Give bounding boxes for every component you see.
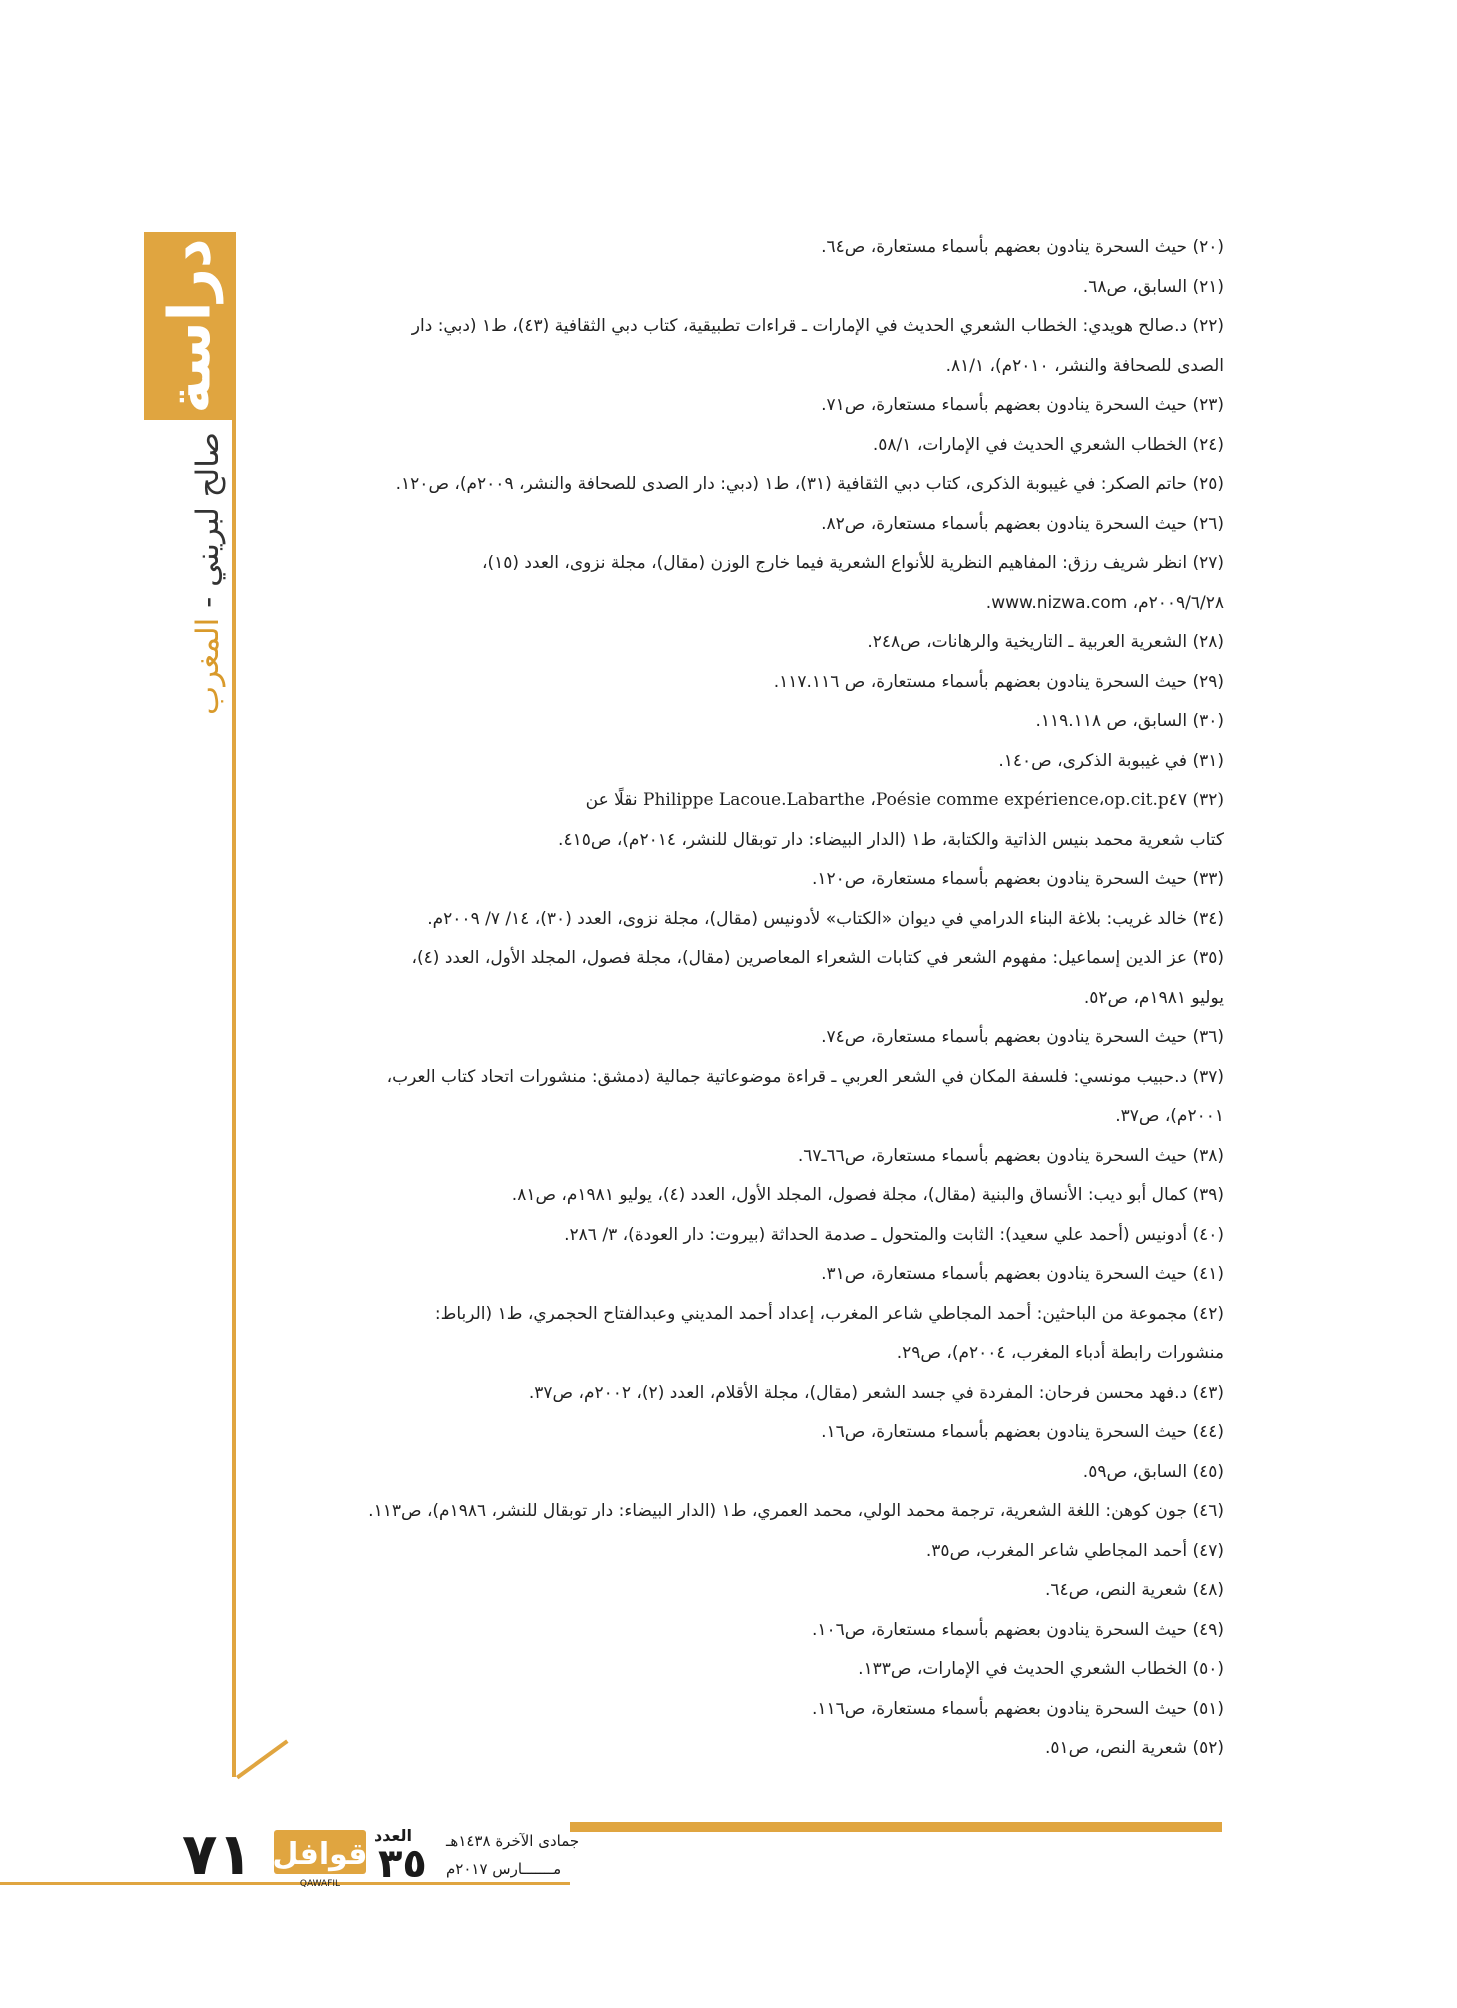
endnote-line: (٣٧) د.حبيب مونسي: فلسفة المكان في الشعر العربي ـ قراءة موضوعاتية جمالية (دمشق: منشورات اتحاد كتاب العرب،: [386, 1066, 1224, 1087]
endnote-line: (٣٠) السابق، ص ١١٩.١١٨.: [1035, 711, 1224, 731]
section-tab: [144, 232, 236, 420]
endnote-line: (٢٣) حيث السحرة ينادون بعضهم بأسماء مستعارة، ص٧١.: [821, 395, 1224, 415]
endnote-line: الصدى للصحافة والنشر، ٢٠١٠م)، ٨١/١.: [945, 355, 1224, 376]
endnote-line: (٣٢) Philippe Lacoue.Labarthe ،Poésie comme expérience،op.cit.p٤٧ نقلًا عن: [585, 790, 1224, 810]
endnote-line: (٢٠) حيث السحرة ينادون بعضهم بأسماء مستعارة، ص٦٤.: [821, 237, 1224, 257]
endnote-line: (٥١) حيث السحرة ينادون بعضهم بأسماء مستعارة، ص١١٦.: [811, 1698, 1224, 1719]
issue-date-gregorian: مـــــــارس ٢٠١٧م: [446, 1860, 562, 1878]
endnote-line: (٢٧) انظر شريف رزق: المفاهيم النظرية للأنواع الشعرية فيما خارج الوزن (مقال)، مجلة نزوى، العدد (١٥)،: [481, 553, 1224, 573]
endnote-line: (٣٥) عز الدين إسماعيل: مفهوم الشعر في كتابات الشعراء المعاصرين (مقال)، مجلة فصول، المجلد الأول، العدد (٤)،: [411, 948, 1224, 968]
section-title: دراسة: [156, 238, 224, 414]
page-number: ٧١: [182, 1820, 253, 1888]
endnote-line: (٤١) حيث السحرة ينادون بعضهم بأسماء مستعارة، ص٣١.: [821, 1264, 1224, 1284]
endnote-line: (٣٤) خالد غريب: بلاغة البناء الدرامي في ديوان «الكتاب» لأدونيس (مقال)، مجلة نزوى، العدد (٣٠)، ١٤/ ٧/ ٢٠٠٩م.: [427, 908, 1224, 929]
issue-number: ٣٥: [378, 1841, 427, 1887]
endnote-line: (٣٩) كمال أبو ديب: الأنساق والبنية (مقال)، مجلة فصول، المجلد الأول، العدد (٤)، يوليو ١٩٨١م، ص٨١.: [511, 1185, 1224, 1205]
side-rule: [232, 232, 236, 1777]
endnote-line: (٤٢) مجموعة من الباحثين: أحمد المجاطي شاعر المغرب، إعداد أحمد المديني وعبدالفتاح الحجمري، ط١ (الرباط:: [434, 1303, 1224, 1324]
endnote-line: (٤٤) حيث السحرة ينادون بعضهم بأسماء مستعارة، ص١٦.: [821, 1422, 1224, 1442]
logo-latin: QAWAFIL: [299, 1879, 341, 1889]
endnote-line: (٤٠) أدونيس (أحمد علي سعيد): الثابت والمتحول ـ صدمة الحداثة (بيروت: دار العودة)، ٣/ ٢٨٦.: [564, 1224, 1224, 1245]
endnote-line: (٣٣) حيث السحرة ينادون بعضهم بأسماء مستعارة، ص١٢٠.: [811, 869, 1224, 889]
endnote-line: (٤٥) السابق، ص٥٩.: [1082, 1461, 1224, 1482]
endnote-line: يوليو ١٩٨١م، ص٥٢.: [1083, 987, 1224, 1008]
endnote-line: (٢٦) حيث السحرة ينادون بعضهم بأسماء مستعارة، ص٨٢.: [821, 513, 1224, 534]
author-country: المغرب: [190, 617, 226, 715]
endnote-line: (٣٦) حيث السحرة ينادون بعضهم بأسماء مستعارة، ص٧٤.: [821, 1027, 1224, 1047]
issue-label: العدد: [374, 1826, 412, 1845]
endnote-line: (٣١) في غيبوبة الذكرى، ص١٤٠.: [998, 750, 1224, 771]
author-separator: -: [190, 596, 226, 608]
endnote-line: (٢٢) د.صالح هويدي: الخطاب الشعري الحديث في الإمارات ـ قراءات تطبيقية، كتاب دبي الثقافية (٤٣)، ط١ (دبي: دار: [411, 316, 1224, 336]
endnote-line: (٢٤) الخطاب الشعري الحديث في الإمارات، ٥٨/١.: [872, 434, 1224, 455]
endnote-line: (٤٦) جون كوهن: اللغة الشعرية، ترجمة محمد الولي، محمد العمري، ط١ (الدار البيضاء: دار توبقال للنشر، ١٩٨٦م)، ص١١٣.: [368, 1501, 1224, 1521]
endnote-line: ٢٠٠٩/٦/٢٨م، www.nizwa.com.: [985, 592, 1224, 613]
author-name: صالح لبريني: [190, 432, 226, 587]
endnote-line: (٤٧) أحمد المجاطي شاعر المغرب، ص٣٥.: [925, 1540, 1224, 1561]
endnote-line: (٢٥) حاتم الصكر: في غيبوبة الذكرى، كتاب دبي الثقافية (٣١)، ط١ (دبي: دار الصدى للصحافة والنشر، ٢٠٠٩م)، ص١٢٠.: [395, 474, 1224, 494]
endnote-line: كتاب شعرية محمد بنيس الذاتية والكتابة، ط١ (الدار البيضاء: دار توبقال للنشر، ٢٠١٤م)، ص٤١٥.: [558, 829, 1224, 850]
issue-date-hijri: جمادى الآخرة ١٤٣٨هـ: [446, 1832, 580, 1850]
endnote-line: (٤٨) شعرية النص، ص٦٤.: [1045, 1580, 1224, 1600]
endnote-line: منشورات رابطة أدباء المغرب، ٢٠٠٤م)، ص٢٩.: [896, 1343, 1224, 1363]
magazine-logo: [270, 1826, 370, 1890]
footer-accent-bar: [570, 1822, 1222, 1832]
endnote-line: (٤٣) د.فهد محسن فرحان: المفردة في جسد الشعر (مقال)، مجلة الأقلام، العدد (٢)، ٢٠٠٢م، ص٣٧.: [528, 1382, 1224, 1403]
endnote-line: ٢٠٠١م)، ص٣٧.: [1115, 1106, 1224, 1126]
endnotes-list: [312, 228, 1224, 1769]
endnote-line: (٢٩) حيث السحرة ينادون بعضهم بأسماء مستعارة، ص ١١٧.١١٦.: [773, 671, 1224, 692]
logo-text: قوافل: [272, 1837, 368, 1872]
endnote-line: (٣٨) حيث السحرة ينادون بعضهم بأسماء مستعارة، ص٦٦ـ٦٧.: [797, 1145, 1224, 1166]
endnote-line: (٢١) السابق، ص٦٨.: [1082, 276, 1224, 297]
endnote-line: (٤٩) حيث السحرة ينادون بعضهم بأسماء مستعارة، ص١٠٦.: [811, 1619, 1224, 1640]
endnote-line: (٥٠) الخطاب الشعري الحديث في الإمارات، ص١٣٣.: [858, 1659, 1224, 1679]
endnote-line: (٢٨) الشعرية العربية ـ التاريخية والرهانات، ص٢٤٨.: [867, 632, 1224, 652]
side-rule-diagonal: [236, 1740, 289, 1780]
endnote-line: (٥٢) شعرية النص، ص٥١.: [1045, 1738, 1224, 1758]
